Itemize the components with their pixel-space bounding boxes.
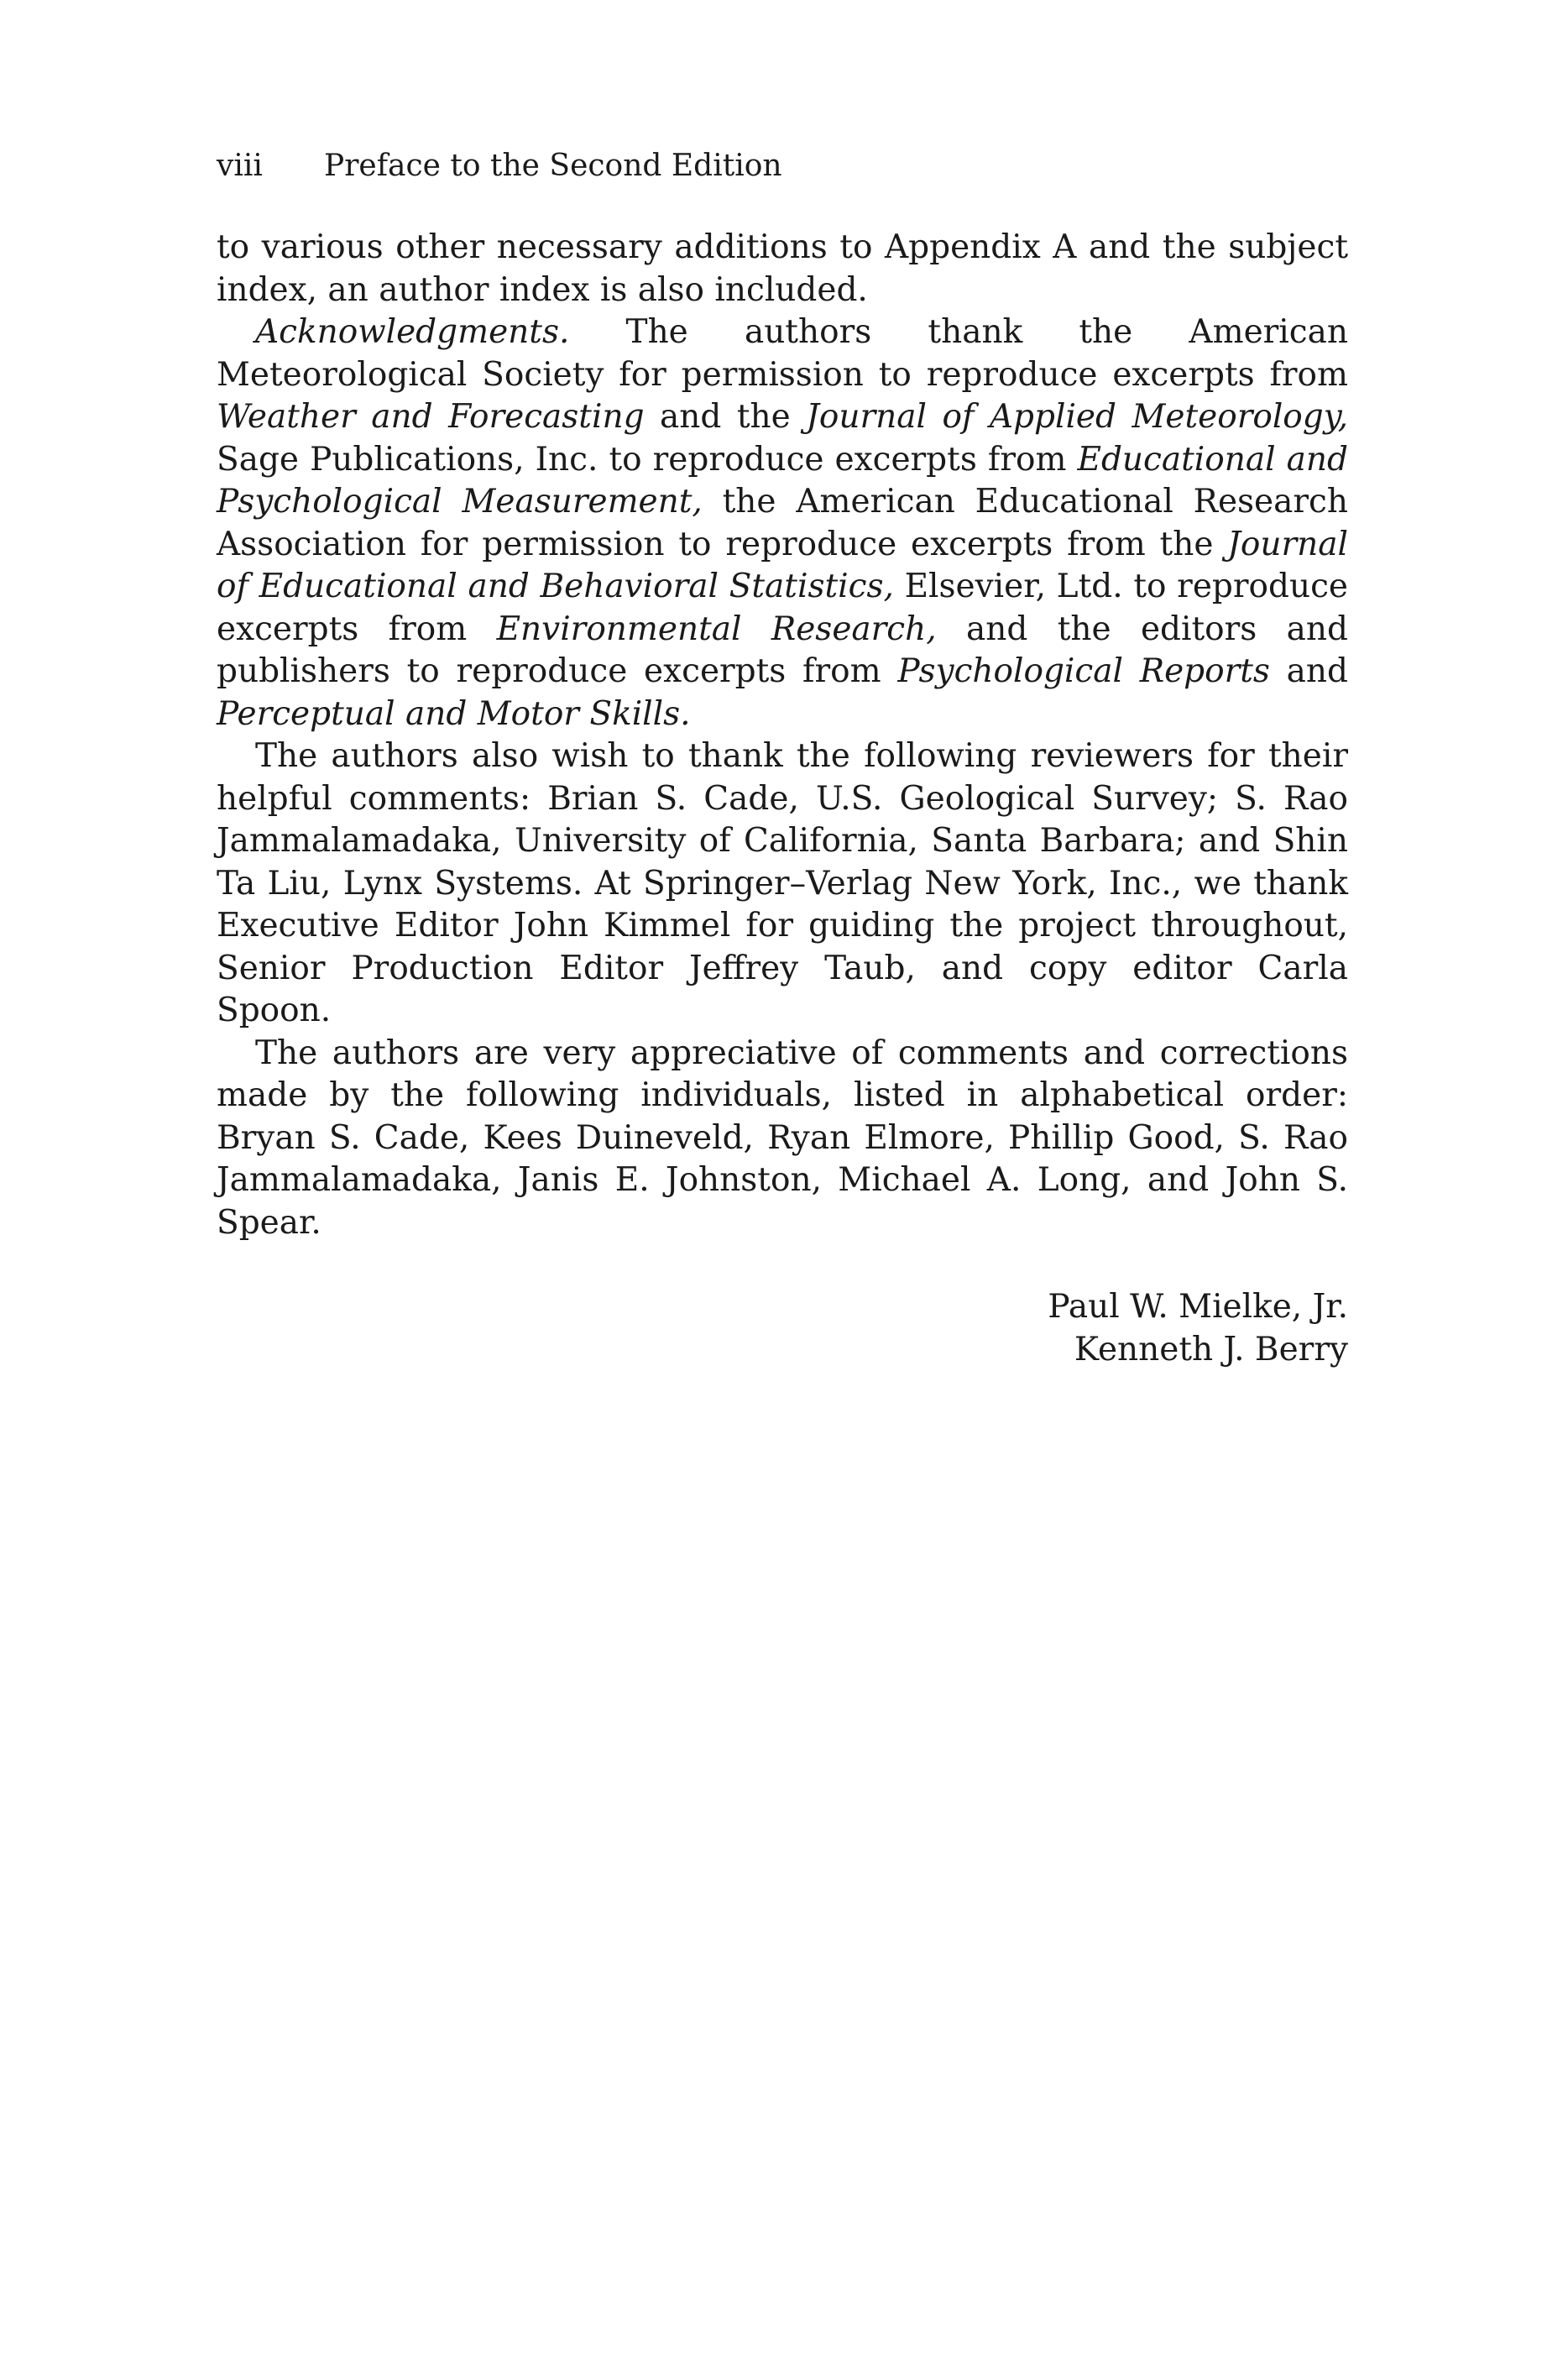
journal-title: Educational and Psychological Measurement, [217,440,1348,521]
paragraph-reviewers [217,735,1348,1033]
page-number: viii [217,149,263,183]
paragraph-text: to various other necessary additions to Appendix A and the subject index, an author index is also included. [217,228,1348,309]
author-name: Paul W. Mielke, Jr. [1048,1288,1348,1326]
acknowledgments-heading: Acknowledgments. [255,313,570,351]
paragraph-text: The authors are very appreciative of comments and corrections made by the following individuals, listed in alphabetical order: Bryan S. Cade, Kees Duineveld, Ryan Elmore, Phillip Good, S. Rao Jammalamadaka, Janis E. Johnston, Michael A. Long, and John S. Spear. [217,1034,1348,1242]
body-text [217,227,1348,1371]
paragraph-text: and the [644,398,807,436]
paragraph-text: The authors also wish to thank the following reviewers for their helpful comments: Brian S. Cade, U.S. Geological Survey; S. Rao Jammalamadaka, University of California, Santa Barbara; and Shin Ta Liu, Lynx Systems. At Springer–Verlag New York, Inc., we thank Executive Editor John Kimmel for guiding the project throughout, Senior Production Editor Jeffrey Taub, and copy editor Carla Spoon. [217,737,1348,1029]
paragraph-text: Elsevier, Ltd. to reproduce excerpts from [217,568,1348,648]
author-name: Kenneth J. Berry [1074,1330,1348,1369]
journal-title: Perceptual and Motor Skills. [217,694,691,733]
running-head-title: Preface to the Second Edition [324,149,782,183]
paragraph-continuation [217,227,1348,311]
paragraph-corrections [217,1033,1348,1245]
paragraph-text: Sage Publications, Inc. to reproduce excerpts from [217,440,1078,479]
running-head [217,143,782,190]
paragraph-text: the American Educational Research Association for permission to reproduce excerpts from the [217,483,1348,563]
paragraph-text: The authors thank the American Meteorological Society for permission to reproduce excerpts from [217,313,1348,394]
journal-title: Journal of Applied Meteorology, [806,398,1348,436]
journal-title: Journal of Educational and Behavioral Statistics, [217,525,1348,605]
paragraph-text: and [1269,652,1348,690]
journal-title: Weather and Forecasting [217,398,645,436]
paragraph-text: and the editors and publishers to reproduce excerpts from [217,610,1348,690]
journal-title: Psychological Reports [897,652,1270,690]
author-signatures [217,1286,1348,1371]
journal-title: Environmental Research, [496,610,937,648]
paragraph-acknowledgments [217,311,1348,735]
